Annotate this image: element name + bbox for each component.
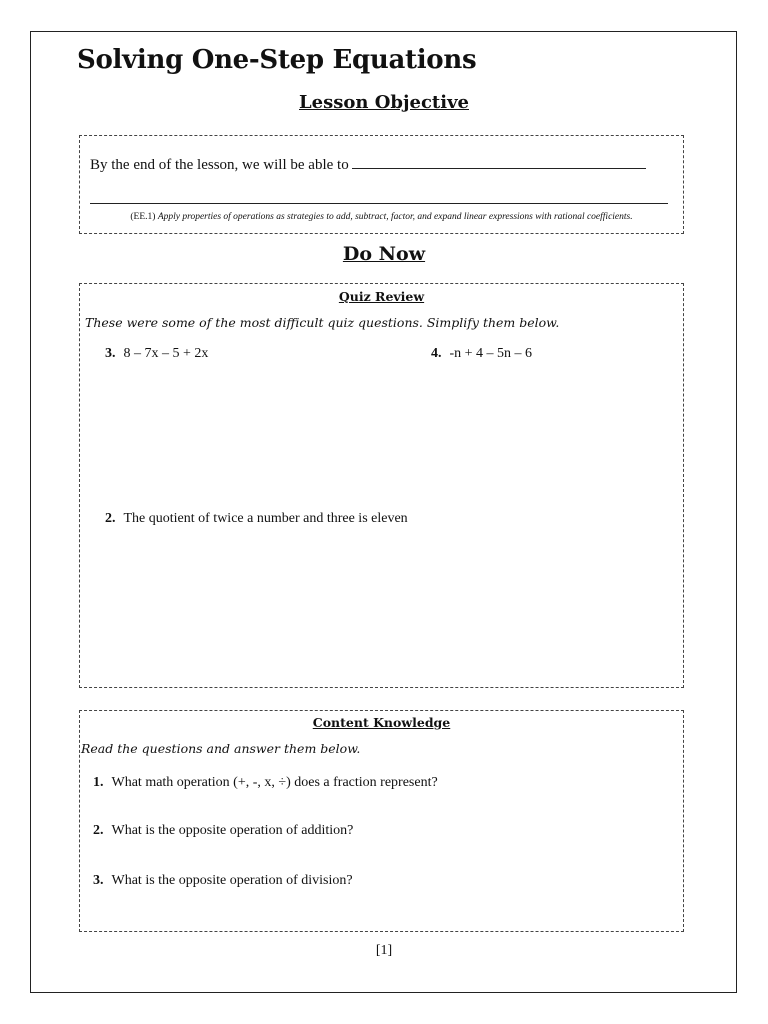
lesson-objective-heading: Lesson Objective [299,92,469,113]
objective-sentence-text: By the end of the lesson, we will be able to [90,157,349,173]
question-number: 2. [105,511,116,526]
objective-blank-2[interactable] [90,188,668,204]
content-knowledge-box [79,710,684,932]
objective-sentence [90,153,646,174]
quiz-question-3 [105,346,208,362]
question-number: 4. [431,346,442,361]
content-knowledge-instructions: Read the questions and answer them below. [81,741,361,756]
do-now-heading: Do Now [342,243,426,265]
quiz-review-title: Quiz Review [338,289,425,304]
quiz-review-box [79,283,684,688]
quiz-question-2 [105,511,408,527]
quiz-question-4 [431,346,532,362]
lesson-objective-box [79,135,684,234]
ck-question-2 [93,823,353,839]
standard-text: Apply properties of operations as strategies to add, subtract, factor, and expand linear expressions with rational coefficients. [157,212,633,222]
page-title: Solving One-Step Equations [77,45,477,75]
page-number: [1] [375,943,393,958]
objective-blank-1[interactable] [352,153,646,169]
content-knowledge-title: Content Knowledge [312,715,451,730]
question-text: 8 – 7x – 5 + 2x [123,346,209,361]
question-number: 3. [105,346,116,361]
quiz-review-instructions: These were some of the most difficult quiz questions. Simplify them below. [85,315,560,330]
question-text: What math operation (+, -, x, ÷) does a fraction represent? [111,775,438,790]
question-text: What is the opposite operation of division? [111,873,353,888]
question-number: 3. [93,873,104,888]
question-text: The quotient of twice a number and three is eleven [123,511,408,526]
question-number: 1. [93,775,104,790]
standard-note [80,212,683,222]
ck-question-3 [93,873,353,889]
question-number: 2. [93,823,104,838]
ck-question-1 [93,775,438,791]
question-text: -n + 4 – 5n – 6 [449,346,533,361]
standard-code: (EE.1) [130,212,156,222]
question-text: What is the opposite operation of addition? [111,823,354,838]
